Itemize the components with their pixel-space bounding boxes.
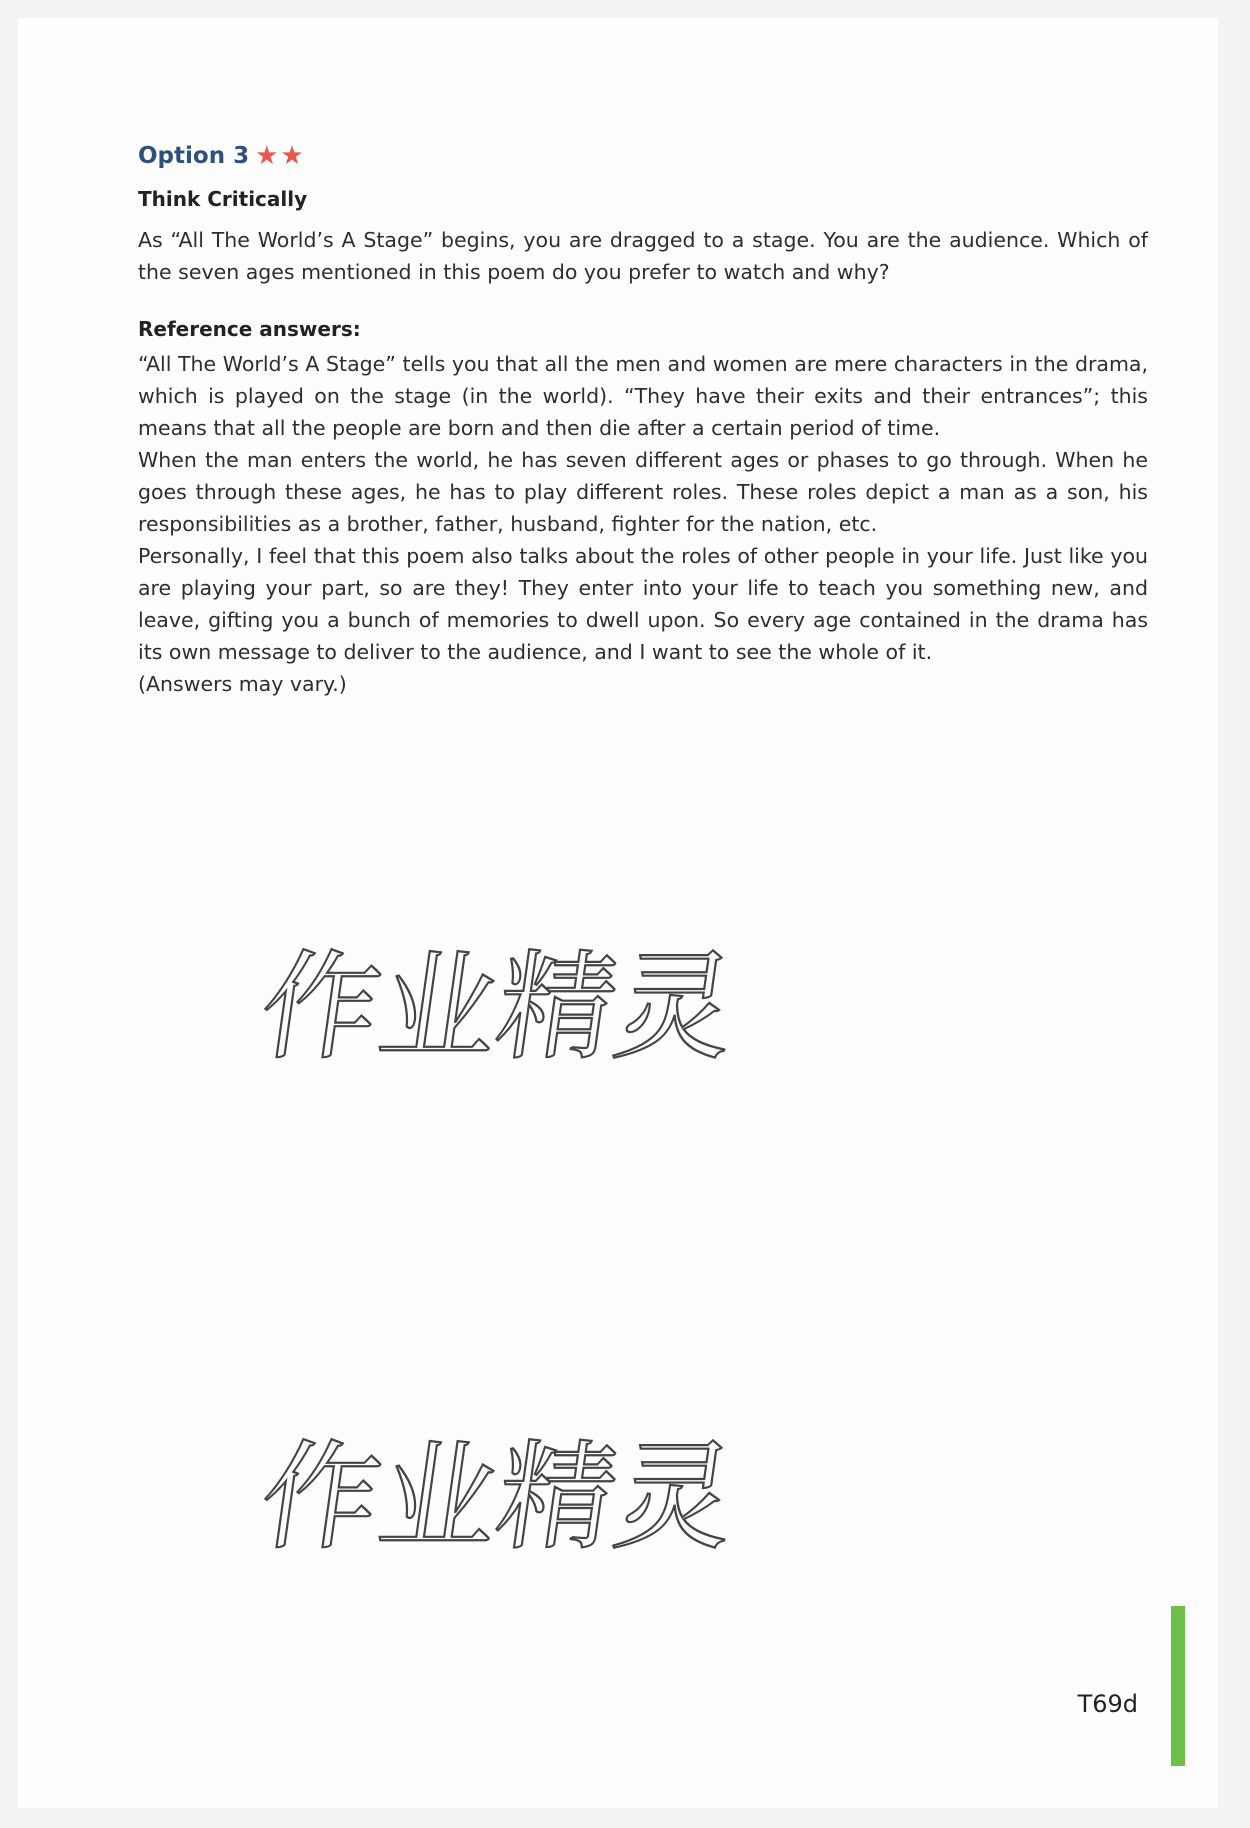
answer-paragraph-1: “All The World’s A Stage” tells you that all the men and women are mere characters in the drama, which is played on the stage (in the world). “They have their exits and their entrances”; this means that all the people are born and then die after a certain period of time. [138,352,1148,440]
document-page [18,18,1218,1808]
reference-heading: Reference answers: [138,317,361,341]
watermark-text: 作业精灵 [263,938,744,1076]
page-number: T69d [1077,1690,1138,1718]
option-title: Option 3 [138,143,250,169]
section-tab-marker [1171,1606,1185,1766]
page-content [138,140,1148,700]
watermark-bottom [263,1418,803,1568]
watermark-text: 作业精灵 [263,1428,744,1566]
difficulty-stars-icon: ★★ [255,141,306,171]
reference-answer [138,348,1148,700]
answer-paragraph-3: Personally, I feel that this poem also talks about the roles of other people in your life. Just like you are playing your part, so are they! They enter into your life to teach you something new, and leave, gifting you a bunch of memories to dwell upon. So every age contained in the drama has its own message to deliver to the audience, and I want to see the whole of it. [138,544,1148,664]
answer-paragraph-2: When the man enters the world, he has seven different ages or phases to go through. When he goes through these ages, he has to play different roles. These roles depict a man as a son, his responsibilities as a brother, father, husband, fighter for the nation, etc. [138,448,1148,536]
answer-note: (Answers may vary.) [138,672,347,696]
option-heading [138,140,1148,172]
section-subheading: Think Critically [138,187,308,211]
watermark-top [263,928,803,1078]
question-text: As “All The World’s A Stage” begins, you are dragged to a stage. You are the audience. Which of the seven ages mentioned in this poem do you prefer to watch and why? [138,228,1148,284]
